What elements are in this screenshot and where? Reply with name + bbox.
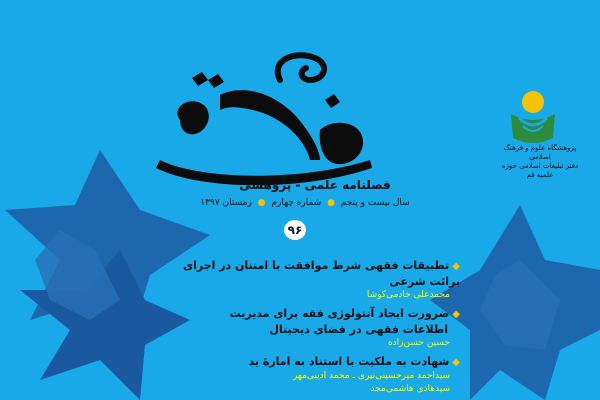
article-item xyxy=(150,306,460,350)
bullet-icon: ◆ xyxy=(452,261,460,272)
issue-info xyxy=(175,198,435,208)
separator-dot-icon: ● xyxy=(257,198,266,208)
issue-number-badge: ۹۶ xyxy=(284,220,306,240)
article-title-line: تطبیقات فقهی شرط موافقت با امتنان در اجرای برائت شرعی xyxy=(183,259,460,288)
article-title xyxy=(150,306,460,322)
article-title xyxy=(150,354,460,370)
issue-volume: سال بیست و پنجم xyxy=(340,198,410,208)
article-title-line-2 xyxy=(150,322,460,337)
title-calligraphy-strokes xyxy=(156,55,372,185)
article-author: حسین حسن‌زاده xyxy=(387,338,450,348)
article-author: سیداحمد میرحسینی‌نیری ـ محمد ادیبی‌مهر xyxy=(292,371,450,381)
article-title xyxy=(150,258,460,289)
bullet-icon: ◆ xyxy=(452,309,460,320)
journal-title-calligraphy xyxy=(120,40,390,190)
bullet-icon: ◆ xyxy=(452,357,460,368)
journal-subtitle: فصلنامه علمی - پژوهشی xyxy=(239,178,391,192)
issue-season: زمستان ۱۳۹۷ xyxy=(200,198,252,208)
article-author: محمدعلی خادمی‌کوشا xyxy=(366,290,450,300)
publisher-name xyxy=(500,144,580,180)
article-list xyxy=(150,258,460,400)
article-title-line: ضرورت ایجاد آنتولوژی فقه برای مدیریت xyxy=(229,307,450,320)
article-author: سیدهادی هاشمی‌مجد xyxy=(370,384,450,394)
separator-dot-icon: ● xyxy=(327,198,335,208)
issue-number: شماره چهارم xyxy=(271,198,322,208)
article-title-line: شهادت به ملکیت با استناد به امارهٔ ید xyxy=(248,355,450,368)
publisher-line-1: پژوهشگاه علوم و فرهنگ اسلامی xyxy=(503,144,577,161)
article-title-line: اطلاعات فقهی در فضای دیجیتال xyxy=(269,323,448,336)
article-item xyxy=(150,258,460,302)
publisher-line-2: دفتر تبلیغات اسلامی حوزه علمیه قم xyxy=(501,162,579,179)
article-item xyxy=(150,354,460,396)
